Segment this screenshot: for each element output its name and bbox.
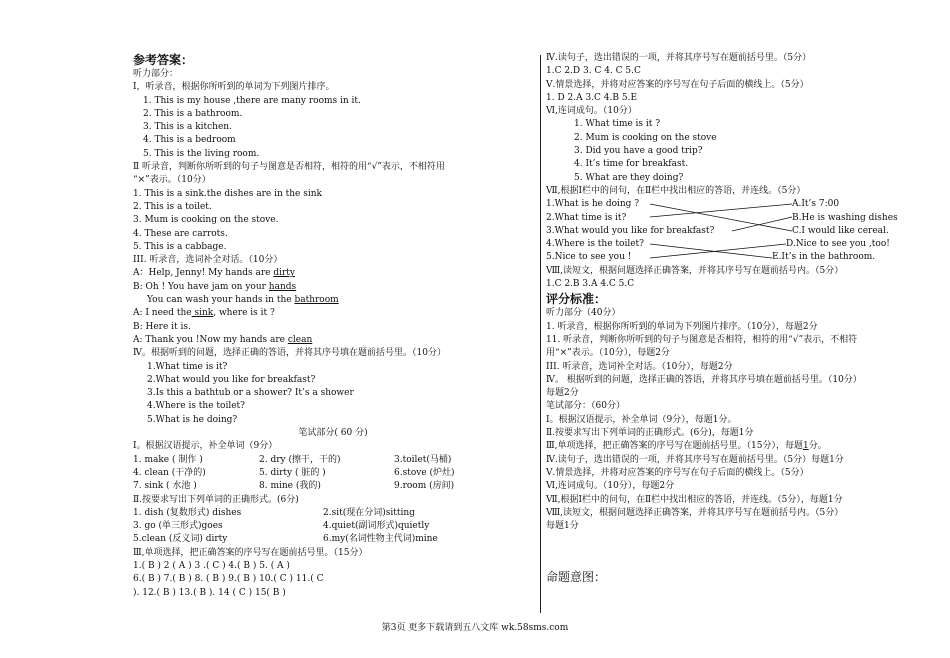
- answer-word: dirty: [273, 268, 295, 279]
- answer-line: ). 12.( B ) 13.( B ). 14 ( C ) 15( B ): [133, 587, 286, 598]
- word-row: [133, 520, 533, 533]
- listening-label: 听力部分：: [133, 69, 179, 79]
- dialogue-text: You can wash your hands in the: [147, 295, 295, 306]
- list-item: 4. These are carrots.: [133, 228, 228, 239]
- dialogue-line: [133, 307, 533, 320]
- word-cell: 1. dish (复数形式) dishes: [133, 507, 242, 518]
- scoring-line: Ⅶ,根据Ⅰ栏中的问句，在Ⅱ栏中找出相应的答语，并连线。（5分），每题1分: [546, 494, 843, 505]
- dialogue-line: [133, 267, 533, 280]
- scoring-number: 1: [803, 441, 809, 452]
- word-cell: 8. mine (我的): [259, 481, 321, 492]
- scoring-line: 1. 听录音，根据你所听到的单词为下列图片排序。（10分），每题2分: [546, 321, 818, 332]
- dialogue-line: [133, 294, 533, 307]
- dialogue-text: B: Oh ! You have jam on your: [133, 281, 269, 292]
- word-row: [133, 454, 533, 467]
- answer-word: hands: [268, 281, 297, 292]
- answer-word: bathroom: [294, 295, 339, 306]
- question: 1.What is he doing ?: [546, 199, 640, 210]
- list-item: 1. What time is it ?: [574, 119, 661, 130]
- list-item: 1.What time is it?: [147, 361, 228, 372]
- scoring-line: 每题2分: [546, 388, 579, 399]
- question: 5.Nice to see you !: [546, 252, 632, 263]
- answer: A.It’s 7:00: [792, 199, 840, 210]
- list-item: 2. This is a bathroom.: [143, 108, 243, 119]
- dialogue-line: B: Here it is.: [133, 321, 191, 332]
- scoring-text: Ⅲ,单项选择，把正确答案的序号写在题前括号里。（15分），每题: [546, 441, 803, 452]
- scoring-line: Ⅱ.按要求写出下列单词的正确形式。(6分)，每题1分: [546, 428, 754, 439]
- written-part-label: 笔试部分( 60 分): [298, 428, 368, 439]
- scoring-line: III. 听录音，选词补全对话。（10分），每题2分: [546, 361, 733, 372]
- scoring-line: Ⅵ,连词成句。（10分），每题2分: [546, 481, 675, 492]
- matching-exercise: [546, 198, 950, 265]
- word-row: [133, 480, 533, 493]
- scoring-line: Ⅴ.情景选择，并将对应答案的序号写在句子后面的横线上。（5分）: [546, 467, 809, 478]
- word-cell: 6.stove (炉灶): [394, 467, 455, 478]
- section-heading: Ⅴ.情景选择，并将对应答案的序号写在句子后面的横线上。（5分）: [546, 79, 809, 90]
- list-item: 3. Mum is cooking on the stove.: [133, 215, 279, 226]
- list-item: 5. What are they doing?: [574, 172, 684, 183]
- word-cell: 4.quiet(副词形式)quietly: [323, 521, 430, 532]
- scoring-line: 每题1分: [546, 521, 579, 532]
- column-divider: [540, 55, 541, 613]
- page-footer: 第3页 更多下载请到五八文库 wk.58sms.com: [381, 623, 569, 633]
- list-item: 5. This is the living room.: [143, 148, 260, 159]
- answer: E.It’s in the bathroom.: [772, 252, 876, 263]
- answer-line: 1.( B ) 2 ( A ) 3 .( C ) 4.( B ) 5. ( A ): [133, 560, 290, 571]
- section-heading: Ⅳ。根据听到的问题，选择正确的答语，并将其序号填在题前括号里。（10分）: [133, 348, 446, 359]
- list-item: 1. This is a sink.the dishes are in the sink: [133, 188, 322, 199]
- question: 4.Where is the toilet?: [546, 239, 644, 250]
- list-item: 2. Mum is cooking on the stove: [574, 132, 717, 143]
- section-heading: Ⅷ,读短文，根据问题选择正确答案，并将其序号写在题前括号内。（5分）: [546, 265, 844, 276]
- question: 3.What would you like for breakfast?: [546, 225, 715, 236]
- word-cell: 2. dry (擦干，干的): [259, 454, 341, 465]
- list-item: 4.Where is the toilet?: [147, 401, 245, 412]
- word-row: [133, 507, 533, 520]
- word-cell: 4. clean (干净的): [133, 467, 206, 478]
- section-heading: III. 听录音，选词补全对话。（10分）: [133, 255, 283, 266]
- dialogue-text: A: I need the: [133, 308, 192, 319]
- list-item: 2. This is a toilet.: [133, 201, 212, 212]
- blank-space: [546, 533, 950, 569]
- list-item: 3. Did you have a good trip?: [574, 146, 703, 157]
- scoring-title: 评分标准：: [546, 292, 607, 307]
- scoring-text: 分。: [808, 441, 827, 452]
- answer-line: 1.C 2.D 3. C 4. C 5.C: [546, 66, 641, 77]
- word-cell: 3. go (单三形式)goes: [133, 521, 223, 532]
- answer-key-title: 参考答案：: [133, 53, 194, 67]
- scoring-line: Ⅳ。 根据听到的问题，选择正确的答语，并将其序号填在题前括号里。（10分）: [546, 374, 862, 385]
- scoring-line: 听力部分（40分）: [546, 308, 621, 319]
- scoring-line: 11. 听录音，判断你所听到的句子与图意是否相符，相符的用“√”表示，不相符: [546, 334, 858, 345]
- word-cell: 3.toilet(马桶): [394, 454, 452, 465]
- left-column: [133, 52, 533, 600]
- word-cell: 6.my(名词性物主代词)mine: [323, 534, 438, 545]
- list-item: 2.What would you like for breakfast?: [147, 374, 316, 385]
- answer-word: clean: [287, 334, 313, 345]
- dialogue-line: [133, 281, 533, 294]
- section-heading: Ⅰ，听录音，根据你所听到的单词为下列图片排序。: [133, 82, 335, 93]
- dialogue-line: [133, 334, 533, 347]
- section-heading: Ⅱ 听录音，判断你所听到的句子与图意是否相符，相符的用“√”表示，不相符用: [133, 162, 445, 173]
- section-heading: Ⅰ。根据汉语提示，补全单词（9分）: [133, 441, 278, 452]
- section-heading: Ⅵ,连词成句。（10分）: [546, 106, 637, 117]
- list-item: 4. This is a bedroom: [143, 135, 236, 146]
- word-cell: 5.clean (反义词) dirty: [133, 534, 228, 545]
- answer-word: sink: [191, 308, 214, 319]
- list-item: 3.Is this a bathtub or a shower? It’s a shower: [147, 388, 354, 399]
- list-item: 5. This is a cabbage.: [133, 241, 227, 252]
- word-row: [133, 533, 533, 546]
- word-cell: 5. dirty ( 脏的 ): [259, 467, 326, 478]
- design-intent-label: 命题意图：: [546, 570, 607, 585]
- answer-line: 1. D 2.A 3.C 4.B 5.E: [546, 92, 638, 103]
- scoring-line: Ⅰ。根据汉语提示，补全单词（9分），每题1分。: [546, 414, 737, 425]
- scoring-line: 笔试部分：（60分）: [546, 401, 625, 412]
- answer-line: 1.C 2.B 3.A 4.C 5.C: [546, 279, 635, 290]
- word-cell: 7. sink ( 水池 ): [133, 481, 197, 492]
- word-row: [133, 467, 533, 480]
- answer-line: 6.( B ) 7.( B ) 8. ( B ) 9.( B ) 10.( C ) 11.( C: [133, 574, 324, 585]
- word-cell: 2.sit(现在分词)sitting: [323, 507, 415, 518]
- dialogue-text: , where is it ?: [213, 308, 275, 319]
- question: 2.What time is it?: [546, 212, 627, 223]
- answer: D.Nice to see you ,too!: [786, 239, 890, 250]
- word-cell: 9.room (房间): [394, 481, 455, 492]
- list-item: 5.What is he doing?: [147, 414, 238, 425]
- list-item: 4. It’s time for breakfast.: [574, 159, 689, 170]
- section-heading-cont: “×”表示。（10分）: [133, 175, 211, 186]
- scoring-line: 用“×”表示。（10分），每题2分: [546, 348, 670, 359]
- dialogue-text: A：Help, Jenny! My hands are: [133, 268, 274, 279]
- section-heading: Ⅲ,单项选择，把正确答案的序号写在题前括号里。（15分）: [133, 547, 368, 558]
- scoring-line: Ⅳ.读句子，选出错误的一项，并将其序号写在题前括号里。（5分）每题1分: [546, 454, 844, 465]
- scoring-line: Ⅷ,读短文，根据问题选择正确答案，并将其序号写在题前括号内。（5分）: [546, 507, 844, 518]
- section-heading: Ⅶ,根据Ⅰ栏中的问句，在Ⅱ栏中找出相应的答语，并连线。（5分）: [546, 185, 806, 196]
- right-column: [546, 52, 950, 585]
- answer: B.He is washing dishes: [792, 212, 898, 223]
- word-cell: 1. make ( 制作 ): [133, 454, 203, 465]
- scoring-line: [546, 440, 950, 453]
- list-item: 1. This is my house ,there are many rooms in it.: [143, 95, 361, 106]
- dialogue-text: A: Thank you !Now my hands are: [133, 334, 288, 345]
- section-heading: Ⅳ.读句子，选出错误的一项，并将其序号写在题前括号里。（5分）: [546, 53, 812, 63]
- section-heading: Ⅱ.按要求写出下列单词的正确形式。(6分): [133, 494, 299, 505]
- answer: C.I would like cereal.: [792, 225, 889, 236]
- list-item: 3. This is a kitchen.: [143, 122, 232, 133]
